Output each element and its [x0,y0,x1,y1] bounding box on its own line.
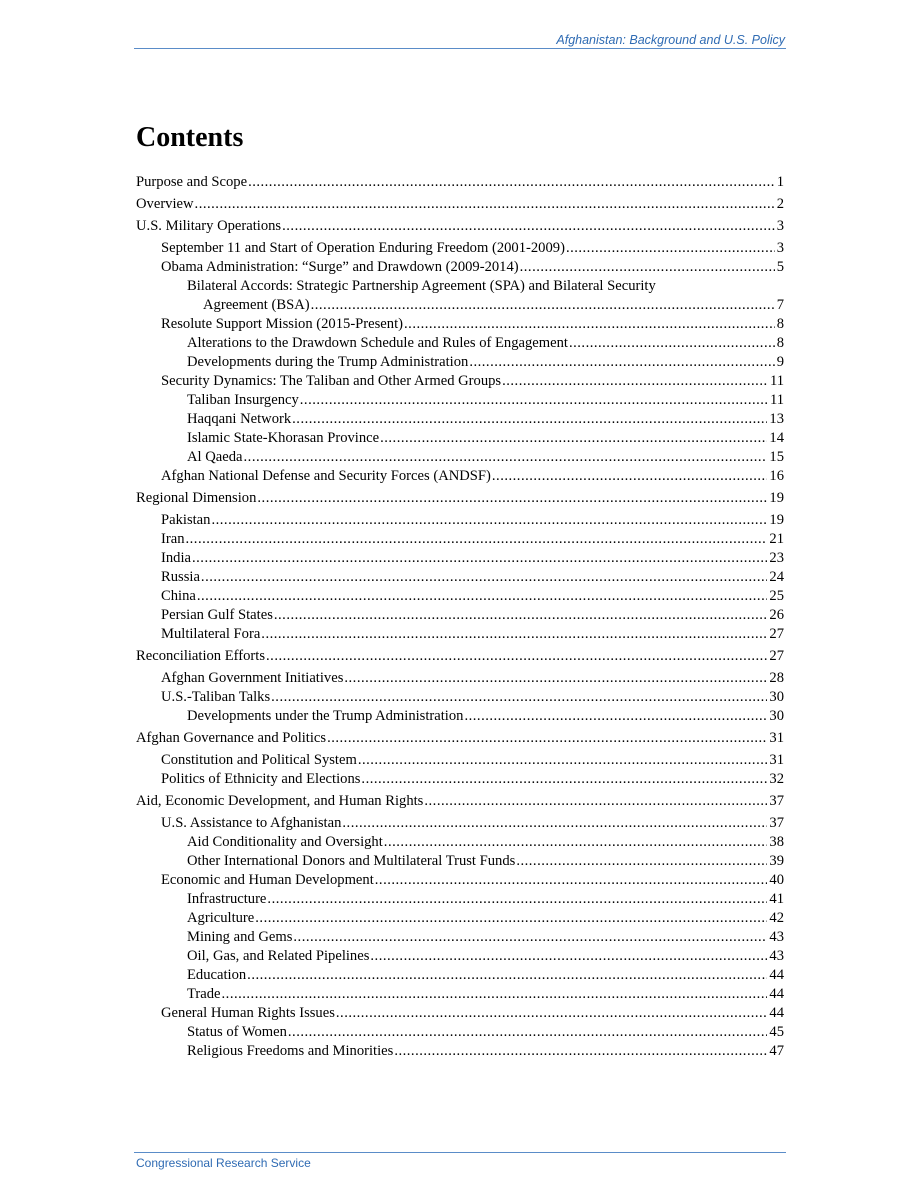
toc-entry-page-number: 41 [769,891,784,907]
toc-entry[interactable] [136,852,784,871]
dot-leader [266,647,767,666]
toc-entry-page-number: 44 [769,1005,784,1021]
dot-leader [248,173,775,192]
toc-entry-page-number: 30 [769,689,784,705]
toc-entry-page-number: 39 [769,853,784,869]
toc-entry-title: China [161,588,196,604]
toc-entry[interactable] [136,239,784,258]
toc-entry[interactable] [136,625,784,644]
toc-entry-title: India [161,550,191,566]
toc-entry[interactable] [136,890,784,909]
toc-entry[interactable] [136,258,784,277]
toc-entry-page-number: 38 [769,834,784,850]
toc-entry-page-number: 3 [776,240,784,256]
dot-leader [358,751,768,770]
dot-leader [569,334,775,353]
toc-entry-page-number: 44 [769,986,784,1002]
toc-entry-title: Politics of Ethnicity and Elections [161,771,361,787]
toc-entry[interactable] [136,814,784,833]
toc-entry-title: Trade [187,986,221,1002]
dot-leader [336,1004,768,1023]
dot-leader [197,587,768,606]
toc-entry-title: Agreement (BSA) [203,297,310,313]
dot-leader [327,729,767,748]
dot-leader [424,792,767,811]
toc-entry-title: Agriculture [187,910,255,926]
toc-entry-page-number: 7 [776,297,784,313]
toc-entry[interactable] [136,568,784,587]
footer-publisher: Congressional Research Service [136,1156,311,1170]
table-of-contents [136,173,784,1061]
dot-leader [516,852,767,871]
toc-entry-page-number: 45 [769,1024,784,1040]
dot-leader [282,217,775,236]
toc-entry-page-number: 16 [769,468,784,484]
toc-entry-page-number: 9 [776,354,784,370]
toc-entry[interactable] [136,966,784,985]
toc-entry-page-number: 24 [769,569,784,585]
toc-entry-title: Mining and Gems [187,929,293,945]
dot-leader [222,985,768,1004]
toc-entry[interactable] [136,372,784,391]
toc-entry-title: Other International Donors and Multilateral Trust Funds [187,853,516,869]
toc-entry-page-number: 31 [769,752,784,768]
toc-entry-page-number: 2 [776,196,784,212]
toc-entry[interactable] [136,770,784,789]
toc-entry-title: Regional Dimension [136,490,257,506]
toc-entry-page-number: 13 [769,411,784,427]
toc-entry[interactable] [136,751,784,770]
toc-entry-title: Al Qaeda [187,449,243,465]
toc-entry-page-number: 37 [769,793,784,809]
toc-entry[interactable] [136,1042,784,1061]
toc-entry-title: Purpose and Scope [136,174,248,190]
toc-entry[interactable] [136,871,784,890]
dot-leader [404,315,775,334]
toc-entry[interactable] [136,549,784,568]
toc-entry[interactable] [136,489,784,508]
dot-leader [384,833,768,852]
toc-entry[interactable] [136,334,784,353]
toc-entry-page-number: 15 [769,449,784,465]
toc-entry-page-number: 11 [769,392,784,408]
toc-entry-title: U.S. Assistance to Afghanistan [161,815,342,831]
dot-leader [300,391,768,410]
toc-entry-title: Aid, Economic Development, and Human Rights [136,793,424,809]
toc-entry-page-number: 8 [776,335,784,351]
toc-entry-title: September 11 and Start of Operation Enduring Freedom (2001-2009) [161,240,565,256]
dot-leader [211,511,767,530]
toc-entry[interactable] [136,195,784,214]
toc-entry-title: Education [187,967,247,983]
toc-entry[interactable] [136,277,784,315]
toc-entry[interactable] [136,1023,784,1042]
toc-entry-title: Afghan Government Initiatives [161,670,344,686]
toc-entry[interactable] [136,173,784,192]
toc-entry-title: Oil, Gas, and Related Pipelines [187,948,370,964]
toc-entry[interactable] [136,707,784,726]
toc-entry[interactable] [136,947,784,966]
toc-entry-page-number: 32 [769,771,784,787]
header-rule [134,48,786,49]
toc-entry-title: Taliban Insurgency [187,392,299,408]
dot-leader [566,239,775,258]
toc-entry-page-number: 23 [769,550,784,566]
toc-entry-title: Resolute Support Mission (2015-Present) [161,316,404,332]
dot-leader [469,353,774,372]
running-header-title: Afghanistan: Background and U.S. Policy [556,33,785,47]
toc-entry[interactable] [136,606,784,625]
toc-entry-title: Reconciliation Efforts [136,648,266,664]
toc-entry[interactable] [136,448,784,467]
toc-entry-page-number: 27 [769,626,784,642]
toc-entry-title: Islamic State-Khorasan Province [187,430,380,446]
toc-entry-title: Infrastructure [187,891,267,907]
toc-entry-page-number: 26 [769,607,784,623]
toc-entry-page-number: 19 [769,490,784,506]
toc-entry[interactable] [136,833,784,852]
toc-entry-title: U.S. Military Operations [136,218,282,234]
toc-entry-title: Iran [161,531,185,547]
toc-entry-page-number: 37 [769,815,784,831]
toc-entry-title-line1: Bilateral Accords: Strategic Partnership Agreement (SPA) and Bilateral Security [187,278,656,294]
contents-heading: Contents [136,122,244,153]
dot-leader [247,966,767,985]
toc-entry-page-number: 14 [769,430,784,446]
toc-entry[interactable] [136,909,784,928]
dot-leader [342,814,767,833]
toc-entry-title: Aid Conditionality and Oversight [187,834,383,850]
toc-entry-title: Multilateral Fora [161,626,261,642]
toc-entry-title: Security Dynamics: The Taliban and Other Armed Groups [161,373,502,389]
dot-leader [186,530,768,549]
toc-entry-title: Religious Freedoms and Minorities [187,1043,394,1059]
toc-entry[interactable] [136,587,784,606]
toc-entry[interactable] [136,985,784,1004]
dot-leader [244,448,768,467]
dot-leader [261,625,767,644]
toc-entry-title: Economic and Human Development [161,872,374,888]
toc-entry[interactable] [136,315,784,334]
dot-leader [370,947,767,966]
toc-entry[interactable] [136,391,784,410]
toc-entry-title: Afghan National Defense and Security Forces (ANDSF) [161,468,491,484]
toc-entry-title: Pakistan [161,512,211,528]
toc-entry-page-number: 40 [769,872,784,888]
dot-leader [520,258,775,277]
toc-entry-title: Haqqani Network [187,411,292,427]
toc-entry-title: Developments under the Trump Administration [187,708,464,724]
toc-entry-page-number: 11 [769,373,784,389]
toc-entry-page-number: 19 [769,512,784,528]
dot-leader [257,489,767,508]
toc-entry-page-number: 42 [769,910,784,926]
toc-entry-title: Developments during the Trump Administration [187,354,469,370]
dot-leader [292,410,767,429]
toc-entry-title: Persian Gulf States [161,607,273,623]
toc-entry-page-number: 30 [769,708,784,724]
toc-entry-title: Status of Women [187,1024,287,1040]
dot-leader [464,707,767,726]
dot-leader [502,372,768,391]
dot-leader [255,909,767,928]
toc-entry[interactable] [136,1004,784,1023]
dot-leader [195,195,775,214]
toc-entry[interactable] [136,688,784,707]
toc-entry-title: Constitution and Political System [161,752,357,768]
toc-entry[interactable] [136,410,784,429]
toc-entry[interactable] [136,429,784,448]
toc-entry[interactable] [136,217,784,236]
toc-entry[interactable] [136,647,784,666]
toc-entry-page-number: 31 [769,730,784,746]
toc-entry-page-number: 43 [769,929,784,945]
dot-leader [267,890,767,909]
toc-entry-page-number: 8 [776,316,784,332]
toc-entry-title: Afghan Governance and Politics [136,730,327,746]
toc-entry-page-number: 44 [769,967,784,983]
dot-leader [288,1023,768,1042]
dot-leader [201,568,767,587]
toc-entry-page-number: 25 [769,588,784,604]
dot-leader [274,606,768,625]
toc-entry[interactable] [136,928,784,947]
toc-entry-page-number: 27 [769,648,784,664]
dot-leader [375,871,768,890]
dot-leader [394,1042,767,1061]
toc-entry-title: Alterations to the Drawdown Schedule and Rules of Engagement [187,335,568,351]
toc-entry-page-number: 5 [776,259,784,275]
dot-leader [344,669,767,688]
toc-entry-page-number: 3 [776,218,784,234]
dot-leader [192,549,767,568]
toc-entry[interactable] [136,353,784,372]
footer-rule [134,1152,786,1153]
dot-leader [311,296,775,315]
toc-entry-title: Overview [136,196,194,212]
toc-entry-page-number: 21 [769,531,784,547]
toc-entry-page-number: 47 [769,1043,784,1059]
toc-entry[interactable] [136,669,784,688]
toc-entry[interactable] [136,729,784,748]
dot-leader [271,688,767,707]
toc-entry-title: General Human Rights Issues [161,1005,335,1021]
toc-entry-page-number: 1 [776,174,784,190]
toc-entry[interactable] [136,792,784,811]
dot-leader [492,467,768,486]
dot-leader [361,770,767,789]
dot-leader [380,429,767,448]
dot-leader [293,928,767,947]
toc-entry[interactable] [136,530,784,549]
toc-entry-page-number: 43 [769,948,784,964]
toc-entry-page-number: 28 [769,670,784,686]
toc-entry-title: Obama Administration: “Surge” and Drawdown (2009-2014) [161,259,519,275]
toc-entry[interactable] [136,511,784,530]
toc-entry[interactable] [136,467,784,486]
toc-entry-title: Russia [161,569,200,585]
toc-entry-title: U.S.-Taliban Talks [161,689,271,705]
